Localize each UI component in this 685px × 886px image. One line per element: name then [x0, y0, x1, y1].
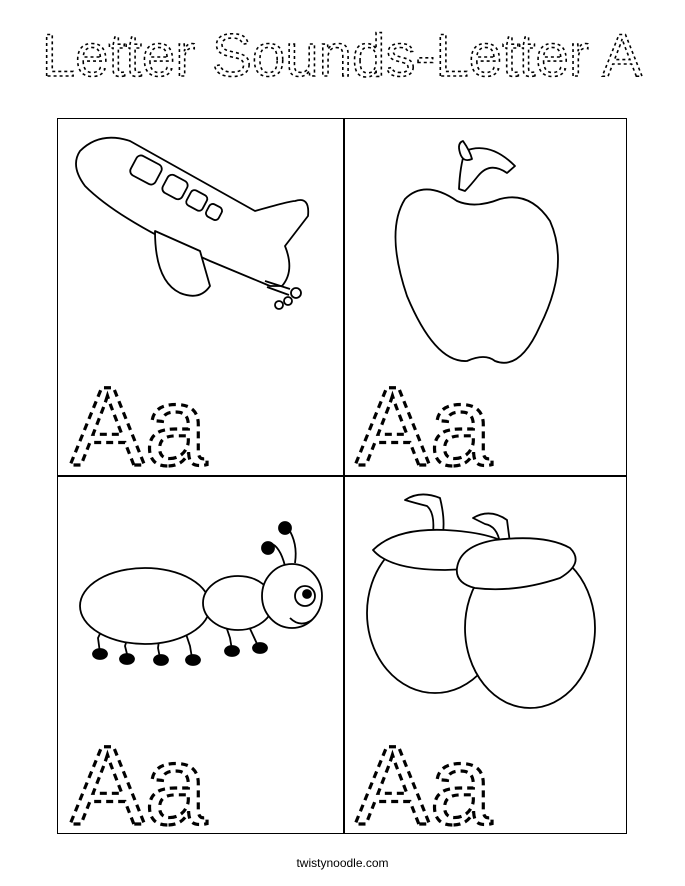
cell-apple	[345, 121, 625, 473]
apple-icon	[395, 141, 558, 363]
page-title-text: Letter Sounds-Letter A	[41, 22, 643, 88]
cell-airplane	[60, 121, 343, 473]
airplane-icon	[76, 138, 308, 309]
ant-icon	[80, 522, 322, 665]
page-title	[0, 18, 685, 88]
cell-letters: Aa	[355, 364, 492, 473]
cell-letters: Aa	[355, 723, 492, 832]
cell-letters: Aa	[70, 723, 207, 832]
cell-ant	[60, 478, 343, 832]
cell-letters: Aa	[70, 364, 207, 473]
grid-divider-horizontal	[57, 475, 627, 477]
footer-credit: twistynoodle.com	[296, 856, 389, 870]
acorns-icon	[367, 494, 595, 708]
cell-acorns	[345, 478, 625, 832]
